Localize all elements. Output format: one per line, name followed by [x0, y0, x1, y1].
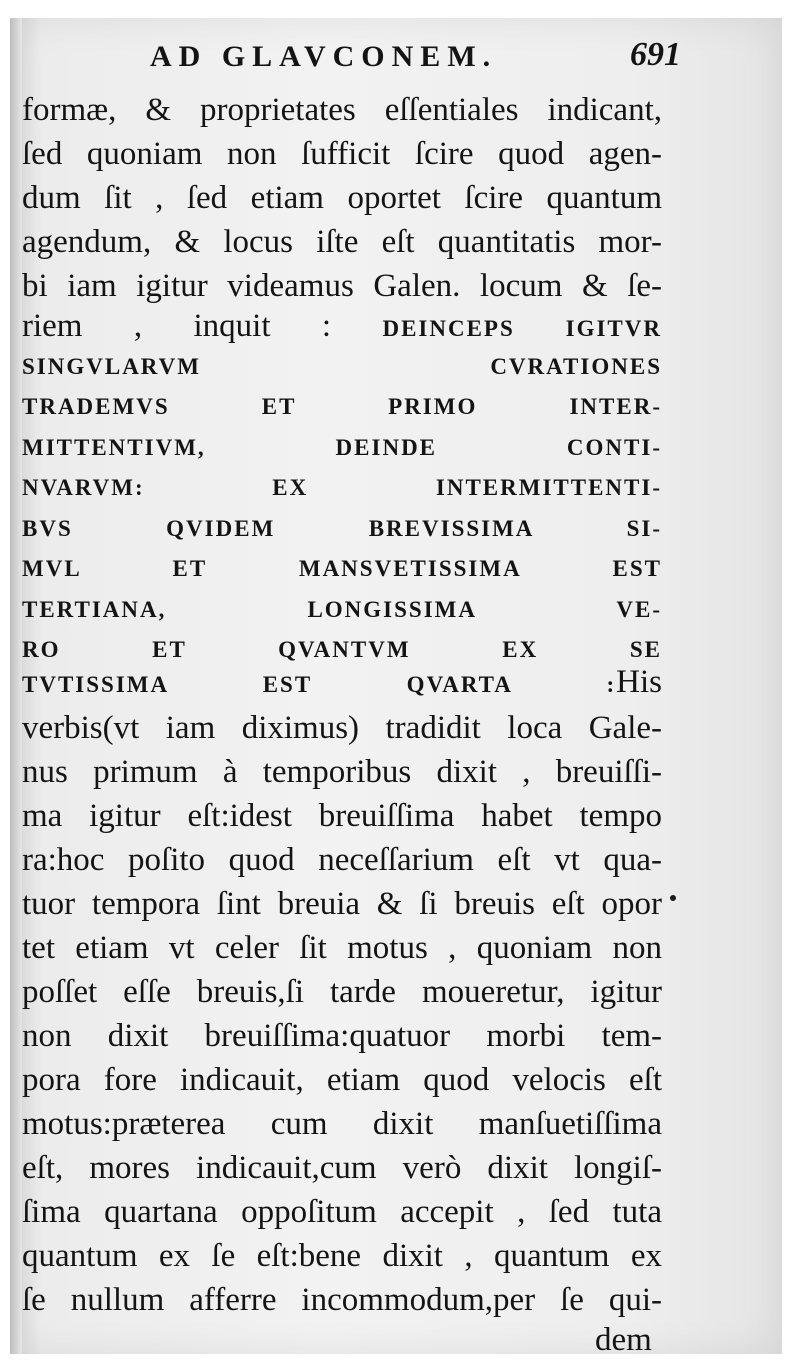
text-line: eſt, mores indicauit,cum verò dixit longiſ- — [22, 1150, 662, 1186]
text-line: ſima quartana oppoſitum accepit , ſed tuta — [22, 1194, 662, 1230]
text-line: tet etiam vt celer ſit motus , quoniam non — [22, 930, 662, 966]
text-line: quantum ex ſe eſt:bene dixit , quantum ex — [22, 1238, 662, 1274]
small-caps-line: NVARVM: EX INTERMITTENTI- — [22, 475, 662, 500]
text-line: poſſet eſſe breuis,ſi tarde moueretur, igitur — [22, 974, 662, 1010]
text-line: bi iam igitur videamus Galen. locum & ſe- — [22, 268, 662, 304]
text-line-mixed — [22, 660, 662, 707]
small-caps-text: DEINCEPS IGITVR — [382, 316, 662, 341]
text-line: verbis(vt iam diximus) tradidit loca Gale- — [22, 710, 662, 746]
small-caps-text: TVTISSIMA EST QVARTA : — [22, 672, 617, 697]
text-line: formæ, & proprietates eſſentiales indicant, — [22, 92, 662, 128]
small-caps-line: TRADEMVS ET PRIMO INTER- — [22, 394, 662, 419]
text-line-end: His — [616, 664, 662, 700]
text-line: non dixit breuiſſima:quatuor morbi tem- — [22, 1018, 662, 1054]
text-line: nus primum à temporibus dixit , breuiſſi- — [22, 754, 662, 790]
text-line: ma igitur eſt:idest breuiſſima habet tempo — [22, 798, 662, 834]
text-line: ſe nullum afferre incommodum,per ſe qui- — [22, 1282, 662, 1318]
text-line: pora fore indicauit, etiam quod velocis eſt — [22, 1062, 662, 1098]
page-gutter — [10, 18, 22, 1354]
small-caps-line: SINGVLARVM CVRATIONES — [22, 354, 662, 379]
ink-dot-mark — [670, 895, 676, 901]
small-caps-line: TERTIANA, LONGISSIMA VE- — [22, 597, 662, 622]
page-number: 691 — [630, 36, 681, 73]
text-line-mixed — [22, 304, 662, 351]
text-line-start: riem , inquit : — [22, 308, 332, 344]
text-line: agendum, & locus iſte eſt quantitatis mor- — [22, 224, 662, 260]
small-caps-line: BVS QVIDEM BREVISSIMA SI- — [22, 516, 662, 541]
small-caps-line: MITTENTIVM, DEINDE CONTI- — [22, 435, 662, 460]
text-line: ra:hoc poſito quod neceſſarium eſt vt qua- — [22, 842, 662, 878]
running-head: AD GLAVCONEM. — [150, 40, 498, 73]
text-line: tuor tempora ſint breuia & ſi breuis eſt opor — [22, 886, 662, 922]
catchword: dem — [595, 1322, 652, 1358]
small-caps-line: MVL ET MANSVETISSIMA EST — [22, 556, 662, 581]
text-line: ſed quoniam non ſufficit ſcire quod agen- — [22, 136, 662, 172]
book-page — [10, 18, 782, 1358]
small-caps-line: RO ET QVANTVM EX SE — [22, 637, 662, 662]
text-line: dum ſit , ſed etiam oportet ſcire quantum — [22, 180, 662, 216]
text-line: motus:præterea cum dixit manſuetiſſima — [22, 1106, 662, 1142]
